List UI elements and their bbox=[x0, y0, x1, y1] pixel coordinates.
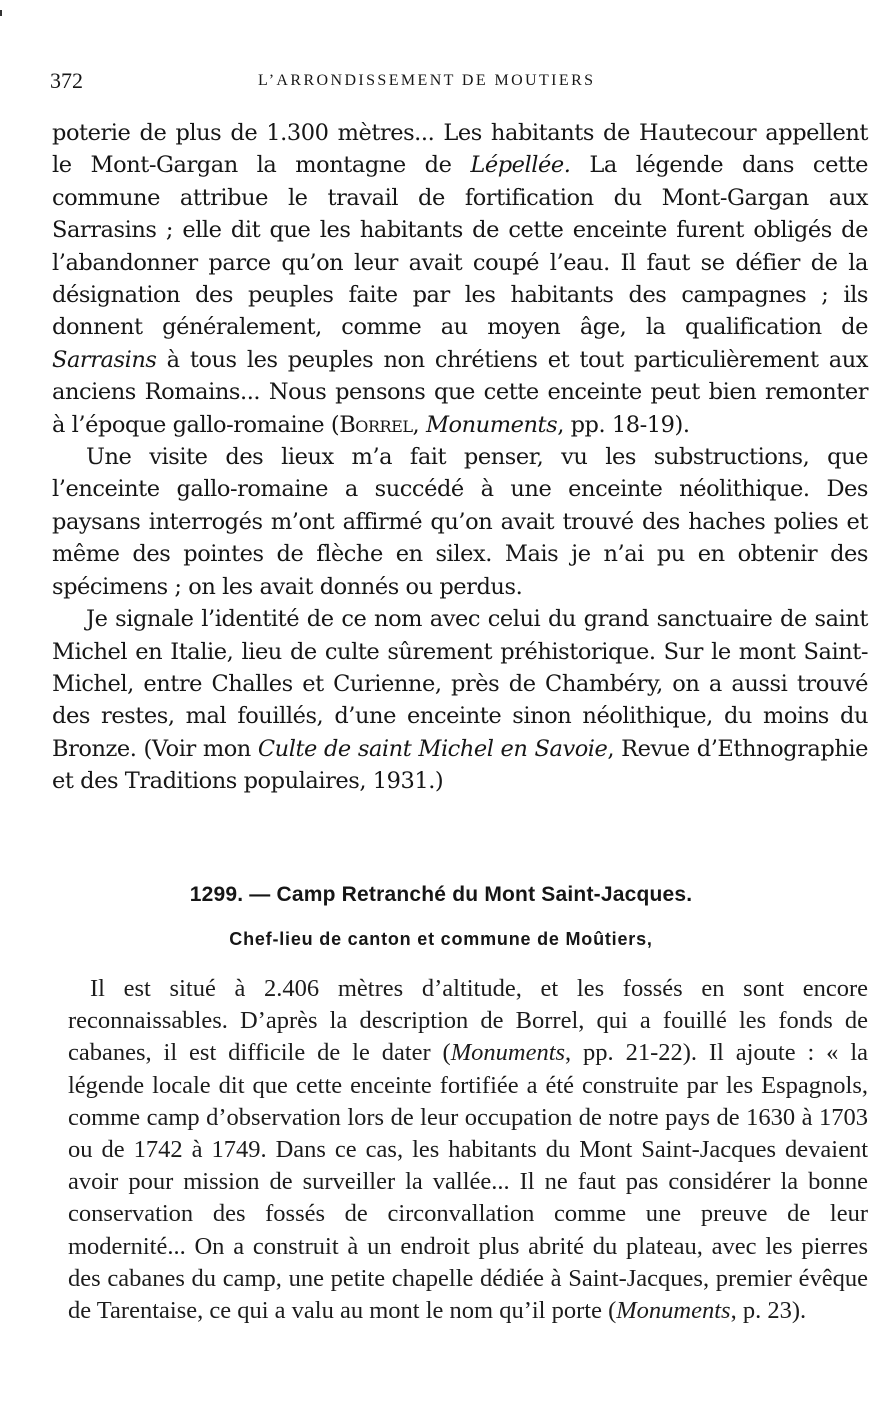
paragraph-3 bbox=[52, 603, 868, 797]
italic-text: Sarrasins bbox=[52, 346, 157, 373]
text-run: Je signale l’identité de ce nom avec celui du grand sanctuaire de saint Michel en Italie, lieu de culte sûrement préhistorique. Sur le mont Saint-Michel, entre Challes et Curienne, près de Chambéry, on a aussi trouvé des restes, mal fouillés, d’une enceinte sinon néolithique, du moins du Bronze. (Voir mon bbox=[52, 606, 868, 762]
section-title: 1299. — Camp Retranché du Mont Saint-Jacques. bbox=[189, 883, 693, 906]
text-run: , pp. 21-22). Il ajoute : « la légende locale dit que cette enceinte fortifiée a été construite par les Espagnols, comme camp d’observation lors de leur occupation de notre pays de 1630 à 1703 ou de 1742 à 1749. Dans ce cas, les habitants du Mont Saint-Jacques devaient avoir pour mission de surveiller la vallée... Il ne faut pas considérer la bonne conservation des fossés de circonvallation comme une preuve de leur modernité... On a construit à un endroit plus abrité du plateau, avec les pierres des cabanes du camp, une petite chapelle dédiée à Saint-Jacques, premier évêque de Tarentaise, ce qui a valu au mont le nom qu’il porte ( bbox=[68, 1039, 869, 1325]
body-text-lower bbox=[68, 973, 868, 1327]
text-run: à tous les peuples non chrétiens et tout particulièrement aux anciens Romains... Nous pensons que cette enceinte peut bien remonter à l’époque gallo-romaine ( bbox=[52, 346, 868, 438]
paragraph-2: Une visite des lieux m’a fait penser, vu les substructions, que l’enceinte gallo-romaine a succédé à une enceinte néolithique. Des paysans interrogés m’ont affirmé qu’on avait trouvé des haches polies et même des pointes de flèche en silex. Mais je n’ai pu en obtenir des spécimens ; on les avait donnés ou perdus. bbox=[52, 444, 868, 600]
page-number: 372 bbox=[50, 68, 83, 93]
italic-text: Monuments bbox=[425, 411, 558, 438]
text-run: Il est situé à 2.406 mètres d’altitude, et les fossés en sont encore reconnaissables. D’après la description de Borrel, qui a fouillé les fonds de cabanes, il est difficile de le dater ( bbox=[68, 975, 868, 1067]
text-run: , bbox=[412, 411, 426, 438]
author-small-caps: Borrel bbox=[339, 411, 413, 438]
body-text-upper bbox=[52, 117, 868, 798]
paragraph-4 bbox=[68, 973, 868, 1327]
text-run: , pp. 18-19). bbox=[557, 411, 690, 438]
text-run: , p. 23). bbox=[730, 1297, 807, 1325]
section-subtitle: Chef-lieu de canton et commune de Moûtiers, bbox=[229, 929, 653, 949]
text-run: La légende dans cette commune attribue le travail de fortification du Mont-Gargan aux Sarrasins ; elle dit que les habitants de cette enceinte furent obligés de l’abandonner parce qu’on leur avait coupé l’eau. Il faut se défier de la désignation des peuples faite par les habitants des campagnes ; ils donnent généralement, comme au moyen âge, la qualification de bbox=[52, 152, 868, 341]
text-run: poterie de plus de 1.300 mètres... Les habitants de Hautecour appellent le Mont-Gargan la montagne de bbox=[52, 120, 868, 179]
italic-text: Culte de saint Michel en Savoie bbox=[257, 735, 608, 762]
italic-text: Lépellée. bbox=[470, 152, 571, 179]
scan-mark bbox=[0, 10, 2, 16]
italic-text: Monuments bbox=[616, 1297, 731, 1325]
paragraph-1 bbox=[52, 117, 868, 441]
italic-text: Monuments bbox=[450, 1039, 566, 1067]
running-title: L’ARRONDISSEMENT DE MOUTIERS bbox=[258, 72, 596, 89]
page-header bbox=[50, 68, 868, 98]
text-run: , Revue d’Ethnographie et des Traditions populaires, 1931.) bbox=[52, 735, 868, 795]
